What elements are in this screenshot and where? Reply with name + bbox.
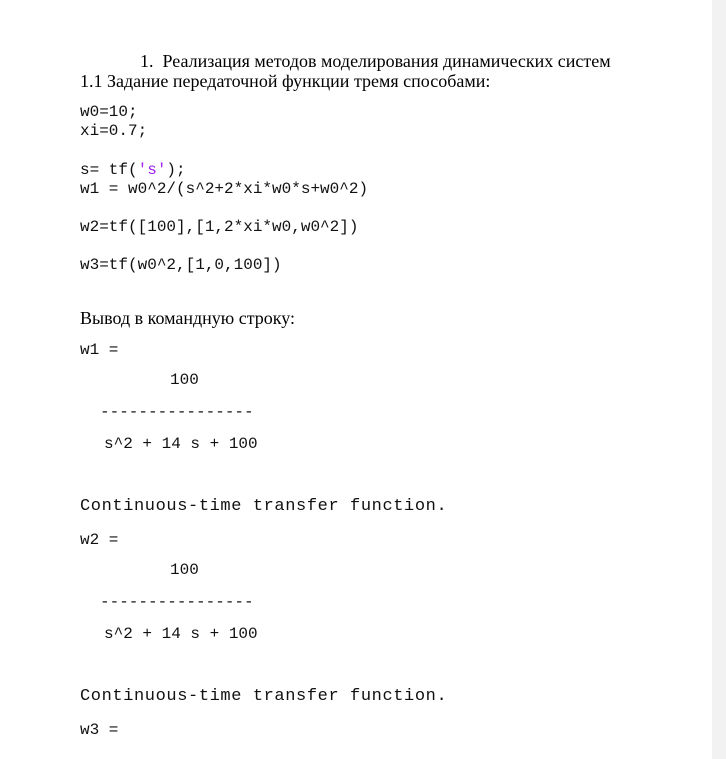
section-title: Реализация методов моделирования динамических систем [162, 51, 611, 71]
code-line-1: w0=10; [80, 103, 138, 121]
w1-numerator: 100 [170, 371, 199, 389]
code-string-literal: 's' [137, 161, 167, 179]
code-line-5: w2=tf([100],[1,2*xi*w0,w0^2]) [80, 218, 359, 236]
w1-denominator: s^2 + 14 s + 100 [104, 435, 258, 453]
w1-fraction-bar: ---------------- [100, 403, 254, 421]
code-line-2: xi=0.7; [80, 122, 148, 140]
code-line-3-post: ); [166, 161, 186, 179]
output-heading: Вывод в командную строку: [80, 308, 296, 328]
code-line-6: w3=tf(w0^2,[1,0,100]) [80, 256, 282, 274]
page-edge [712, 0, 726, 759]
w2-label: w2 = [80, 531, 119, 549]
code-line-4: w1 = w0^2/(s^2+2*xi*w0*s+w0^2) [80, 180, 369, 198]
code-line-3-pre: s= tf( [80, 161, 138, 179]
section-number: 1. [140, 51, 154, 71]
subsection-heading: 1.1 Задание передаточной функции тремя способами: [80, 71, 491, 91]
w2-fraction-bar: ---------------- [100, 593, 254, 611]
w1-label: w1 = [80, 341, 119, 359]
w2-note: Continuous-time transfer function. [80, 687, 448, 706]
w1-note: Continuous-time transfer function. [80, 497, 448, 516]
w3-label: w3 = [80, 721, 119, 739]
w2-numerator: 100 [170, 561, 199, 579]
w2-denominator: s^2 + 14 s + 100 [104, 625, 258, 643]
code-line-3 [80, 160, 186, 180]
